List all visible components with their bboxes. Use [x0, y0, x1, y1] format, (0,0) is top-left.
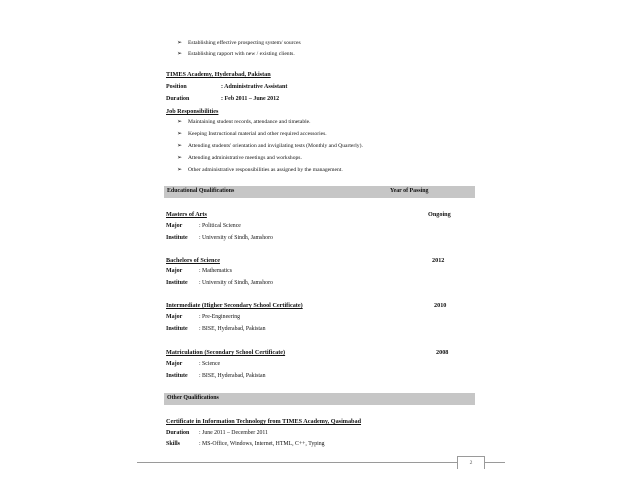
- institute-value: : BISE, Hyderabad, Pakistan: [199, 326, 266, 332]
- arrow-bullet-icon: ➢: [177, 167, 183, 173]
- bullet-item: ➢ Maintaining student records, attendance and timetable.: [177, 119, 311, 125]
- arrow-bullet-icon: ➢: [177, 143, 183, 149]
- education-header-label: Educational Qualifications: [167, 187, 235, 194]
- arrow-bullet-icon: ➢: [177, 51, 183, 57]
- arrow-bullet-icon: ➢: [177, 119, 183, 125]
- employer-title: TIMES Academy, Hyderabad, Pakistan: [166, 71, 271, 78]
- institute-value: : University of Sindh, Jamshoro: [199, 235, 273, 241]
- education-header-bar: [164, 186, 475, 198]
- arrow-bullet-icon: ➢: [177, 131, 183, 137]
- major-label: Major: [166, 314, 183, 320]
- degree-year: Ongoing: [428, 211, 451, 218]
- footer-rule-left: [137, 462, 457, 463]
- duration-value: : June 2011 – December 2011: [199, 430, 268, 436]
- page-number: 2: [457, 456, 485, 469]
- responsibilities-heading: Job Responsibilities: [166, 108, 219, 115]
- position-value: : Administrative Assistant: [221, 84, 288, 90]
- institute-value: : BISE, Hyderabad, Pakistan: [199, 373, 266, 379]
- skills-value: : MS-Office, Windows, Internet, HTML, C++, Typing: [199, 441, 325, 447]
- major-value: : Pre-Engineering: [199, 314, 241, 320]
- footer-rule-right: [483, 462, 505, 463]
- duration-value: : Feb 2011 – June 2012: [221, 96, 280, 102]
- major-label: Major: [166, 268, 183, 274]
- degree-title: Bachelors of Science: [166, 257, 220, 264]
- institute-label: Institute: [166, 235, 188, 241]
- major-value: : Political Science: [199, 223, 241, 229]
- arrow-bullet-icon: ➢: [177, 40, 183, 46]
- major-label: Major: [166, 223, 183, 229]
- bullet-item: ➢ Attending administrative meetings and workshops.: [177, 155, 302, 161]
- degree-year: 2008: [436, 349, 449, 356]
- major-value: : Science: [199, 361, 221, 367]
- duration-label: Duration: [166, 430, 190, 436]
- institute-label: Institute: [166, 326, 188, 332]
- degree-year: 2010: [434, 302, 447, 309]
- degree-title: Masters of Arts: [166, 211, 207, 218]
- bullet-item: ➢ Establishing rapport with new / existing clients.: [177, 51, 295, 57]
- year-of-passing-label: Year of Passing: [390, 187, 429, 194]
- skills-label: Skills: [166, 441, 181, 447]
- major-value: : Mathematics: [199, 268, 233, 274]
- degree-year: 2012: [432, 257, 445, 264]
- other-qualifications-bar: [164, 393, 475, 405]
- duration-label: Duration: [166, 96, 190, 102]
- bullet-item: ➢ Attending students' orientation and invigilating tests (Monthly and Quarterly).: [177, 143, 363, 149]
- degree-title: Intermediate (Higher Secondary School Certificate): [166, 302, 303, 309]
- degree-title: Matriculation (Secondary School Certificate): [166, 349, 286, 356]
- institute-label: Institute: [166, 280, 188, 286]
- major-label: Major: [166, 361, 183, 367]
- institute-label: Institute: [166, 373, 188, 379]
- arrow-bullet-icon: ➢: [177, 155, 183, 161]
- other-qualifications-label: Other Qualifications: [167, 394, 219, 401]
- bullet-item: ➢ Establishing effective prospecting system/ sources: [177, 40, 301, 46]
- bullet-item: ➢ Other administrative responsibilities as assigned by the management.: [177, 167, 343, 173]
- position-label: Position: [166, 84, 187, 90]
- certificate-title: Certificate in Information Technology from TIMES Academy, Qasimabad: [166, 418, 362, 425]
- institute-value: : University of Sindh, Jamshoro: [199, 280, 273, 286]
- bullet-item: ➢ Keeping Instructional material and other required accessories.: [177, 131, 327, 137]
